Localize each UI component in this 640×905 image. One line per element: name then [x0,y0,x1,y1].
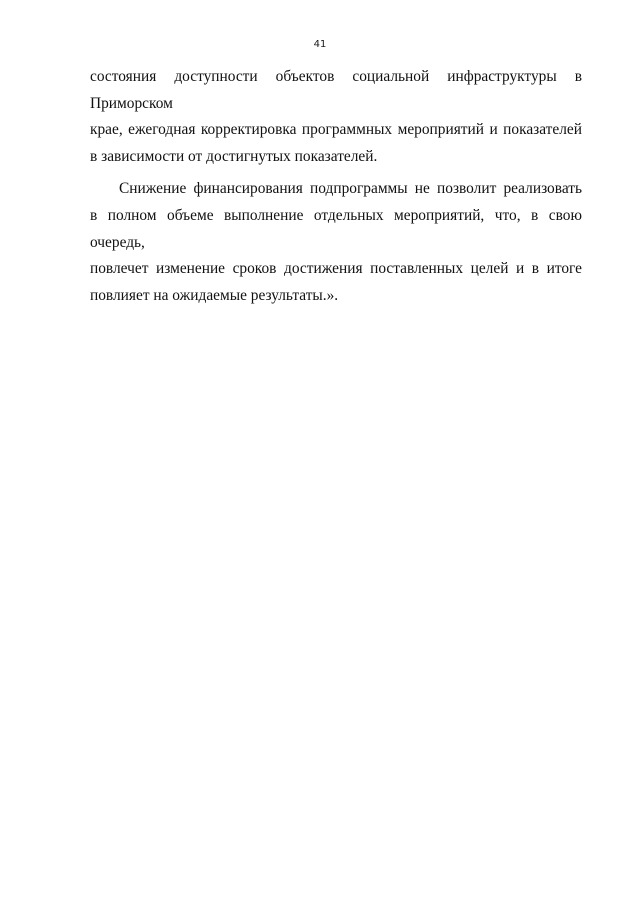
paragraph-1-line-1: состояния доступности объектов социальной инфраструктуры в Приморском [90,68,582,112]
paragraph-2-line-1: Снижение финансирования подпрограммы не позволит реализовать [119,180,582,198]
paragraph-2-line-4: повлияет на ожидаемые результаты.». [90,286,339,304]
paragraph-1-line-3: в зависимости от достигнутых показателей. [90,147,378,165]
page-number: 41 [313,39,327,50]
paragraph-2-line-2: в полном объеме выполнение отдельных мероприятий, что, в свою очередь, [90,206,582,251]
paragraph-2-line-3: повлечет изменение сроков достижения поставленных целей и в итоге [90,260,582,278]
paragraph-1-line-2: крае, ежегодная корректировка программных мероприятий и показателей [90,121,582,139]
paragraph-1 [90,64,582,170]
paragraph-2 [90,176,582,309]
body-text [90,64,582,309]
